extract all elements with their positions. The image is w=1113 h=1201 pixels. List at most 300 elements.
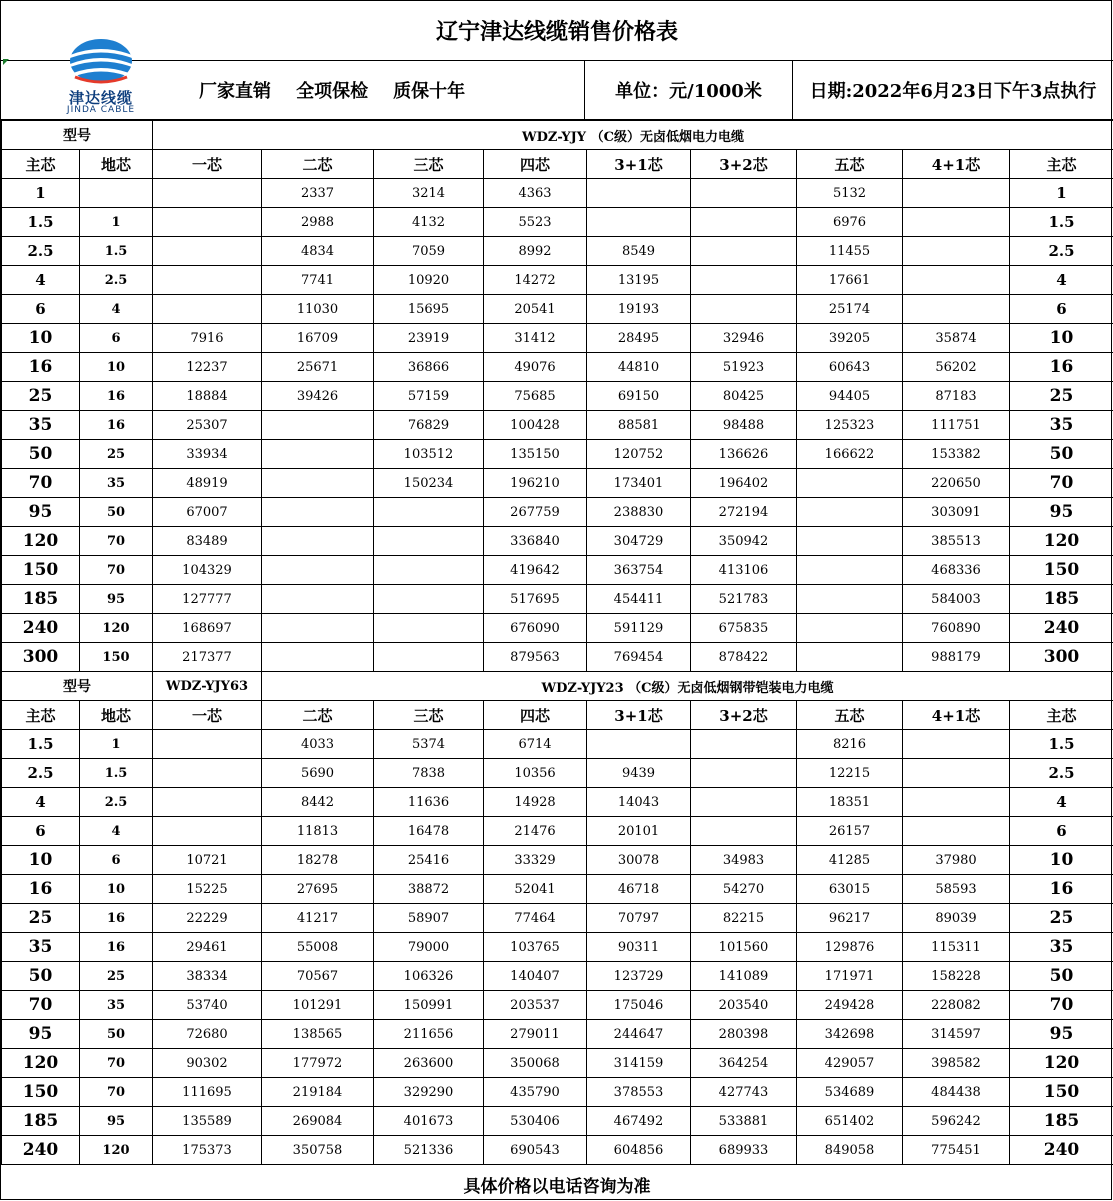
price-cell: 55008 (262, 933, 374, 962)
ground-core-cell: 50 (80, 498, 153, 527)
table-row (2, 643, 1113, 672)
company-logo (51, 37, 151, 117)
main-core-cell: 70 (2, 991, 80, 1020)
price-cell: 363754 (587, 556, 691, 585)
price-cell: 11636 (374, 788, 484, 817)
ground-core-cell: 35 (80, 991, 153, 1020)
main-core-cell: 4 (1010, 788, 1113, 817)
price-cell (903, 237, 1010, 266)
price-cell: 33934 (153, 440, 262, 469)
price-cell (903, 179, 1010, 208)
ground-core-cell: 6 (80, 324, 153, 353)
column-header: 五芯 (797, 701, 903, 730)
model-name: WDZ-YJY （C级）无卤低烟电力电缆 (153, 121, 1113, 150)
price-cell: 20541 (484, 295, 587, 324)
main-core-cell: 1.5 (2, 730, 80, 759)
price-cell: 7059 (374, 237, 484, 266)
price-cell (587, 730, 691, 759)
column-header: 主芯 (1010, 701, 1113, 730)
price-cell: 140407 (484, 962, 587, 991)
main-core-cell: 150 (1010, 1078, 1113, 1107)
price-cell: 70797 (587, 904, 691, 933)
price-cell: 18278 (262, 846, 374, 875)
price-cell: 54270 (691, 875, 797, 904)
ground-core-cell: 1.5 (80, 759, 153, 788)
main-core-cell: 6 (2, 295, 80, 324)
price-cell: 604856 (587, 1136, 691, 1165)
price-cell (262, 469, 374, 498)
main-core-cell: 1.5 (1010, 730, 1113, 759)
price-cell: 90311 (587, 933, 691, 962)
price-cell: 15695 (374, 295, 484, 324)
price-cell: 53740 (153, 991, 262, 1020)
price-cell (262, 643, 374, 672)
price-cell: 52041 (484, 875, 587, 904)
price-cell: 49076 (484, 353, 587, 382)
price-cell: 57159 (374, 382, 484, 411)
main-core-cell: 2.5 (1010, 759, 1113, 788)
price-cell (153, 208, 262, 237)
price-cell: 10356 (484, 759, 587, 788)
price-cell: 280398 (691, 1020, 797, 1049)
price-cell: 8549 (587, 237, 691, 266)
table-row (2, 962, 1113, 991)
price-cell: 238830 (587, 498, 691, 527)
price-cell: 879563 (484, 643, 587, 672)
column-header: 主芯 (2, 150, 80, 179)
price-cell: 17661 (797, 266, 903, 295)
column-header-row (2, 150, 1113, 179)
date-cell (793, 61, 1113, 120)
price-cell: 220650 (903, 469, 1010, 498)
main-core-cell: 95 (2, 1020, 80, 1049)
globe-logo-icon (51, 37, 151, 87)
price-cell: 98488 (691, 411, 797, 440)
price-cell: 5523 (484, 208, 587, 237)
price-cell: 7916 (153, 324, 262, 353)
column-header: 三芯 (374, 701, 484, 730)
table-row (2, 208, 1113, 237)
price-cell: 150991 (374, 991, 484, 1020)
price-cell: 435790 (484, 1078, 587, 1107)
table-row (2, 295, 1113, 324)
main-core-cell: 95 (1010, 498, 1113, 527)
price-cell (374, 643, 484, 672)
ground-core-cell: 16 (80, 411, 153, 440)
ground-core-cell: 150 (80, 643, 153, 672)
price-cell: 203540 (691, 991, 797, 1020)
column-header: 3+2芯 (691, 150, 797, 179)
price-cell: 775451 (903, 1136, 1010, 1165)
price-cell: 21476 (484, 817, 587, 846)
price-cell: 177972 (262, 1049, 374, 1078)
price-cell: 211656 (374, 1020, 484, 1049)
price-cell (153, 179, 262, 208)
price-cell: 249428 (797, 991, 903, 1020)
table-row (2, 585, 1113, 614)
price-cell: 413106 (691, 556, 797, 585)
price-cell: 168697 (153, 614, 262, 643)
table-row (2, 1136, 1113, 1165)
table-row (2, 556, 1113, 585)
model-row (2, 672, 1113, 701)
main-core-cell: 1.5 (2, 208, 80, 237)
main-core-cell: 4 (2, 266, 80, 295)
main-core-cell: 240 (2, 1136, 80, 1165)
price-cell: 123729 (587, 962, 691, 991)
price-cell: 37980 (903, 846, 1010, 875)
price-cell (797, 614, 903, 643)
main-core-cell: 6 (1010, 817, 1113, 846)
price-cell: 76829 (374, 411, 484, 440)
price-cell: 336840 (484, 527, 587, 556)
price-cell: 419642 (484, 556, 587, 585)
main-core-cell: 1 (1010, 179, 1113, 208)
price-cell: 16709 (262, 324, 374, 353)
price-cell: 88581 (587, 411, 691, 440)
price-cell: 5690 (262, 759, 374, 788)
price-cell: 38872 (374, 875, 484, 904)
price-cell: 8216 (797, 730, 903, 759)
price-cell: 350942 (691, 527, 797, 556)
price-cell (691, 759, 797, 788)
price-cell: 13195 (587, 266, 691, 295)
column-header: 二芯 (262, 150, 374, 179)
price-cell: 96217 (797, 904, 903, 933)
main-core-cell: 6 (2, 817, 80, 846)
price-cell: 849058 (797, 1136, 903, 1165)
price-cell: 28495 (587, 324, 691, 353)
price-cell (797, 498, 903, 527)
price-cell (903, 208, 1010, 237)
date-text: 日期:2022年6月23日下午3点执行 (809, 81, 1097, 102)
main-core-cell: 185 (2, 585, 80, 614)
ground-core-cell (80, 179, 153, 208)
price-cell: 67007 (153, 498, 262, 527)
main-core-cell: 35 (2, 411, 80, 440)
main-core-cell: 25 (1010, 904, 1113, 933)
main-core-cell: 16 (1010, 875, 1113, 904)
main-core-cell: 120 (2, 1049, 80, 1078)
price-cell: 83489 (153, 527, 262, 556)
price-cell: 6714 (484, 730, 587, 759)
price-cell: 7838 (374, 759, 484, 788)
ground-core-cell: 25 (80, 962, 153, 991)
model-label: 型号 (2, 121, 153, 150)
table-row (2, 759, 1113, 788)
price-cell (374, 498, 484, 527)
table-row (2, 875, 1113, 904)
price-cell: 521783 (691, 585, 797, 614)
price-cell: 244647 (587, 1020, 691, 1049)
price-cell: 100428 (484, 411, 587, 440)
table-row (2, 614, 1113, 643)
main-core-cell: 1 (2, 179, 80, 208)
main-core-cell: 300 (2, 643, 80, 672)
price-cell: 263600 (374, 1049, 484, 1078)
main-core-cell: 25 (1010, 382, 1113, 411)
main-core-cell: 2.5 (2, 237, 80, 266)
table-row (2, 846, 1113, 875)
corner-marker (3, 59, 9, 65)
price-cell: 141089 (691, 962, 797, 991)
price-cell: 48919 (153, 469, 262, 498)
price-cell: 4132 (374, 208, 484, 237)
table-row (2, 237, 1113, 266)
main-core-cell: 300 (1010, 643, 1113, 672)
price-cell: 87183 (903, 382, 1010, 411)
ground-core-cell: 70 (80, 556, 153, 585)
model-name: WDZ-YJY23 （C级）无卤低烟钢带铠装电力电缆 (262, 672, 1113, 701)
price-cell: 521336 (374, 1136, 484, 1165)
main-core-cell: 150 (2, 556, 80, 585)
price-cell (691, 730, 797, 759)
price-cell: 11813 (262, 817, 374, 846)
price-cell: 136626 (691, 440, 797, 469)
price-cell (153, 237, 262, 266)
column-header-row (2, 701, 1113, 730)
column-header: 五芯 (797, 150, 903, 179)
price-cell: 3214 (374, 179, 484, 208)
price-cell: 591129 (587, 614, 691, 643)
price-cell: 484438 (903, 1078, 1010, 1107)
price-cell: 272194 (691, 498, 797, 527)
main-core-cell: 10 (2, 324, 80, 353)
price-cell: 27695 (262, 875, 374, 904)
main-core-cell: 120 (1010, 527, 1113, 556)
ground-core-cell: 95 (80, 1107, 153, 1136)
column-header: 一芯 (153, 701, 262, 730)
price-cell: 517695 (484, 585, 587, 614)
price-cell: 4834 (262, 237, 374, 266)
price-cell: 77464 (484, 904, 587, 933)
model-name-single: WDZ-YJY63 (153, 672, 262, 701)
main-core-cell: 1.5 (1010, 208, 1113, 237)
price-cell: 166622 (797, 440, 903, 469)
price-cell: 111751 (903, 411, 1010, 440)
price-cell (262, 440, 374, 469)
price-cell: 5132 (797, 179, 903, 208)
price-cell (797, 585, 903, 614)
price-cell: 8992 (484, 237, 587, 266)
column-header: 三芯 (374, 150, 484, 179)
ground-core-cell: 4 (80, 295, 153, 324)
price-table (1, 120, 1113, 1165)
main-core-cell: 70 (1010, 991, 1113, 1020)
price-cell (797, 527, 903, 556)
price-cell (691, 295, 797, 324)
ground-core-cell: 25 (80, 440, 153, 469)
logo-brand-text: 津达线缆 (68, 89, 133, 107)
price-cell (262, 585, 374, 614)
price-cell: 106326 (374, 962, 484, 991)
price-cell: 304729 (587, 527, 691, 556)
price-cell: 427743 (691, 1078, 797, 1107)
main-core-cell: 16 (1010, 353, 1113, 382)
price-cell: 988179 (903, 643, 1010, 672)
price-cell: 103765 (484, 933, 587, 962)
main-core-cell: 150 (1010, 556, 1113, 585)
price-cell: 467492 (587, 1107, 691, 1136)
price-cell: 350758 (262, 1136, 374, 1165)
column-header: 二芯 (262, 701, 374, 730)
price-cell: 7741 (262, 266, 374, 295)
table-row (2, 904, 1113, 933)
main-core-cell: 95 (1010, 1020, 1113, 1049)
price-cell: 127777 (153, 585, 262, 614)
price-cell: 314597 (903, 1020, 1010, 1049)
price-cell: 530406 (484, 1107, 587, 1136)
price-cell: 75685 (484, 382, 587, 411)
price-cell (903, 730, 1010, 759)
main-core-cell: 95 (2, 498, 80, 527)
price-cell (153, 759, 262, 788)
ground-core-cell: 70 (80, 1078, 153, 1107)
table-row (2, 440, 1113, 469)
main-core-cell: 25 (2, 382, 80, 411)
table-row (2, 730, 1113, 759)
price-cell (262, 556, 374, 585)
ground-core-cell: 16 (80, 933, 153, 962)
price-cell: 534689 (797, 1078, 903, 1107)
price-cell: 689933 (691, 1136, 797, 1165)
price-cell: 30078 (587, 846, 691, 875)
ground-core-cell: 10 (80, 875, 153, 904)
price-cell: 468336 (903, 556, 1010, 585)
price-cell: 279011 (484, 1020, 587, 1049)
column-header: 四芯 (484, 701, 587, 730)
ground-core-cell: 70 (80, 1049, 153, 1078)
column-header: 一芯 (153, 150, 262, 179)
table-row (2, 498, 1113, 527)
price-cell: 267759 (484, 498, 587, 527)
ground-core-cell: 10 (80, 353, 153, 382)
price-cell: 378553 (587, 1078, 691, 1107)
model-row (2, 121, 1113, 150)
page-title: 辽宁津达线缆销售价格表 (1, 1, 1113, 61)
price-cell: 329290 (374, 1078, 484, 1107)
ground-core-cell: 1 (80, 208, 153, 237)
price-cell: 203537 (484, 991, 587, 1020)
price-cell: 51923 (691, 353, 797, 382)
ground-core-cell: 6 (80, 846, 153, 875)
logo-sub-text: JINDA CABLE (66, 105, 136, 115)
price-cell: 4033 (262, 730, 374, 759)
price-cell: 41285 (797, 846, 903, 875)
price-cell (691, 208, 797, 237)
ground-core-cell: 1.5 (80, 237, 153, 266)
main-core-cell: 50 (2, 962, 80, 991)
price-cell: 56202 (903, 353, 1010, 382)
price-cell (262, 614, 374, 643)
table-row (2, 1078, 1113, 1107)
price-cell: 23919 (374, 324, 484, 353)
price-cell: 6976 (797, 208, 903, 237)
unit-text: 单位：元/1000米 (615, 81, 762, 102)
ground-core-cell: 16 (80, 382, 153, 411)
main-core-cell: 35 (2, 933, 80, 962)
price-cell: 89039 (903, 904, 1010, 933)
price-cell (691, 788, 797, 817)
ground-core-cell: 95 (80, 585, 153, 614)
price-cell (903, 759, 1010, 788)
price-cell: 196210 (484, 469, 587, 498)
price-cell: 41217 (262, 904, 374, 933)
main-core-cell: 240 (1010, 614, 1113, 643)
price-cell (691, 266, 797, 295)
price-cell: 584003 (903, 585, 1010, 614)
main-core-cell: 185 (2, 1107, 80, 1136)
price-cell: 19193 (587, 295, 691, 324)
price-cell: 104329 (153, 556, 262, 585)
price-cell: 25174 (797, 295, 903, 324)
price-cell (153, 817, 262, 846)
table-row (2, 266, 1113, 295)
price-cell: 14043 (587, 788, 691, 817)
price-cell: 401673 (374, 1107, 484, 1136)
price-cell: 125323 (797, 411, 903, 440)
table-row (2, 1020, 1113, 1049)
price-cell: 364254 (691, 1049, 797, 1078)
price-cell: 690543 (484, 1136, 587, 1165)
price-cell: 454411 (587, 585, 691, 614)
price-cell (153, 788, 262, 817)
table-row (2, 382, 1113, 411)
price-cell: 175373 (153, 1136, 262, 1165)
price-cell: 79000 (374, 933, 484, 962)
price-cell: 63015 (797, 875, 903, 904)
price-cell: 60643 (797, 353, 903, 382)
main-core-cell: 120 (2, 527, 80, 556)
price-cell: 31412 (484, 324, 587, 353)
main-core-cell: 240 (2, 614, 80, 643)
ground-core-cell: 2.5 (80, 788, 153, 817)
column-header: 3+1芯 (587, 150, 691, 179)
price-cell: 29461 (153, 933, 262, 962)
main-core-cell: 50 (1010, 962, 1113, 991)
ground-core-cell: 50 (80, 1020, 153, 1049)
ground-core-cell: 16 (80, 904, 153, 933)
price-cell: 878422 (691, 643, 797, 672)
table-row (2, 469, 1113, 498)
table-row (2, 179, 1113, 208)
price-cell (374, 614, 484, 643)
ground-core-cell: 1 (80, 730, 153, 759)
price-cell: 171971 (797, 962, 903, 991)
price-cell: 228082 (903, 991, 1010, 1020)
price-cell: 219184 (262, 1078, 374, 1107)
main-core-cell: 10 (2, 846, 80, 875)
main-core-cell: 16 (2, 353, 80, 382)
column-header: 地芯 (80, 701, 153, 730)
price-cell: 385513 (903, 527, 1010, 556)
price-cell: 46718 (587, 875, 691, 904)
price-cell: 39426 (262, 382, 374, 411)
main-core-cell: 150 (2, 1078, 80, 1107)
ground-core-cell: 2.5 (80, 266, 153, 295)
price-cell: 18884 (153, 382, 262, 411)
price-cell: 90302 (153, 1049, 262, 1078)
ground-core-cell: 120 (80, 614, 153, 643)
table-row (2, 527, 1113, 556)
price-cell: 14272 (484, 266, 587, 295)
model-label: 型号 (2, 672, 153, 701)
price-cell: 58907 (374, 904, 484, 933)
price-cell: 18351 (797, 788, 903, 817)
price-cell: 2337 (262, 179, 374, 208)
price-cell: 175046 (587, 991, 691, 1020)
main-core-cell: 120 (1010, 1049, 1113, 1078)
